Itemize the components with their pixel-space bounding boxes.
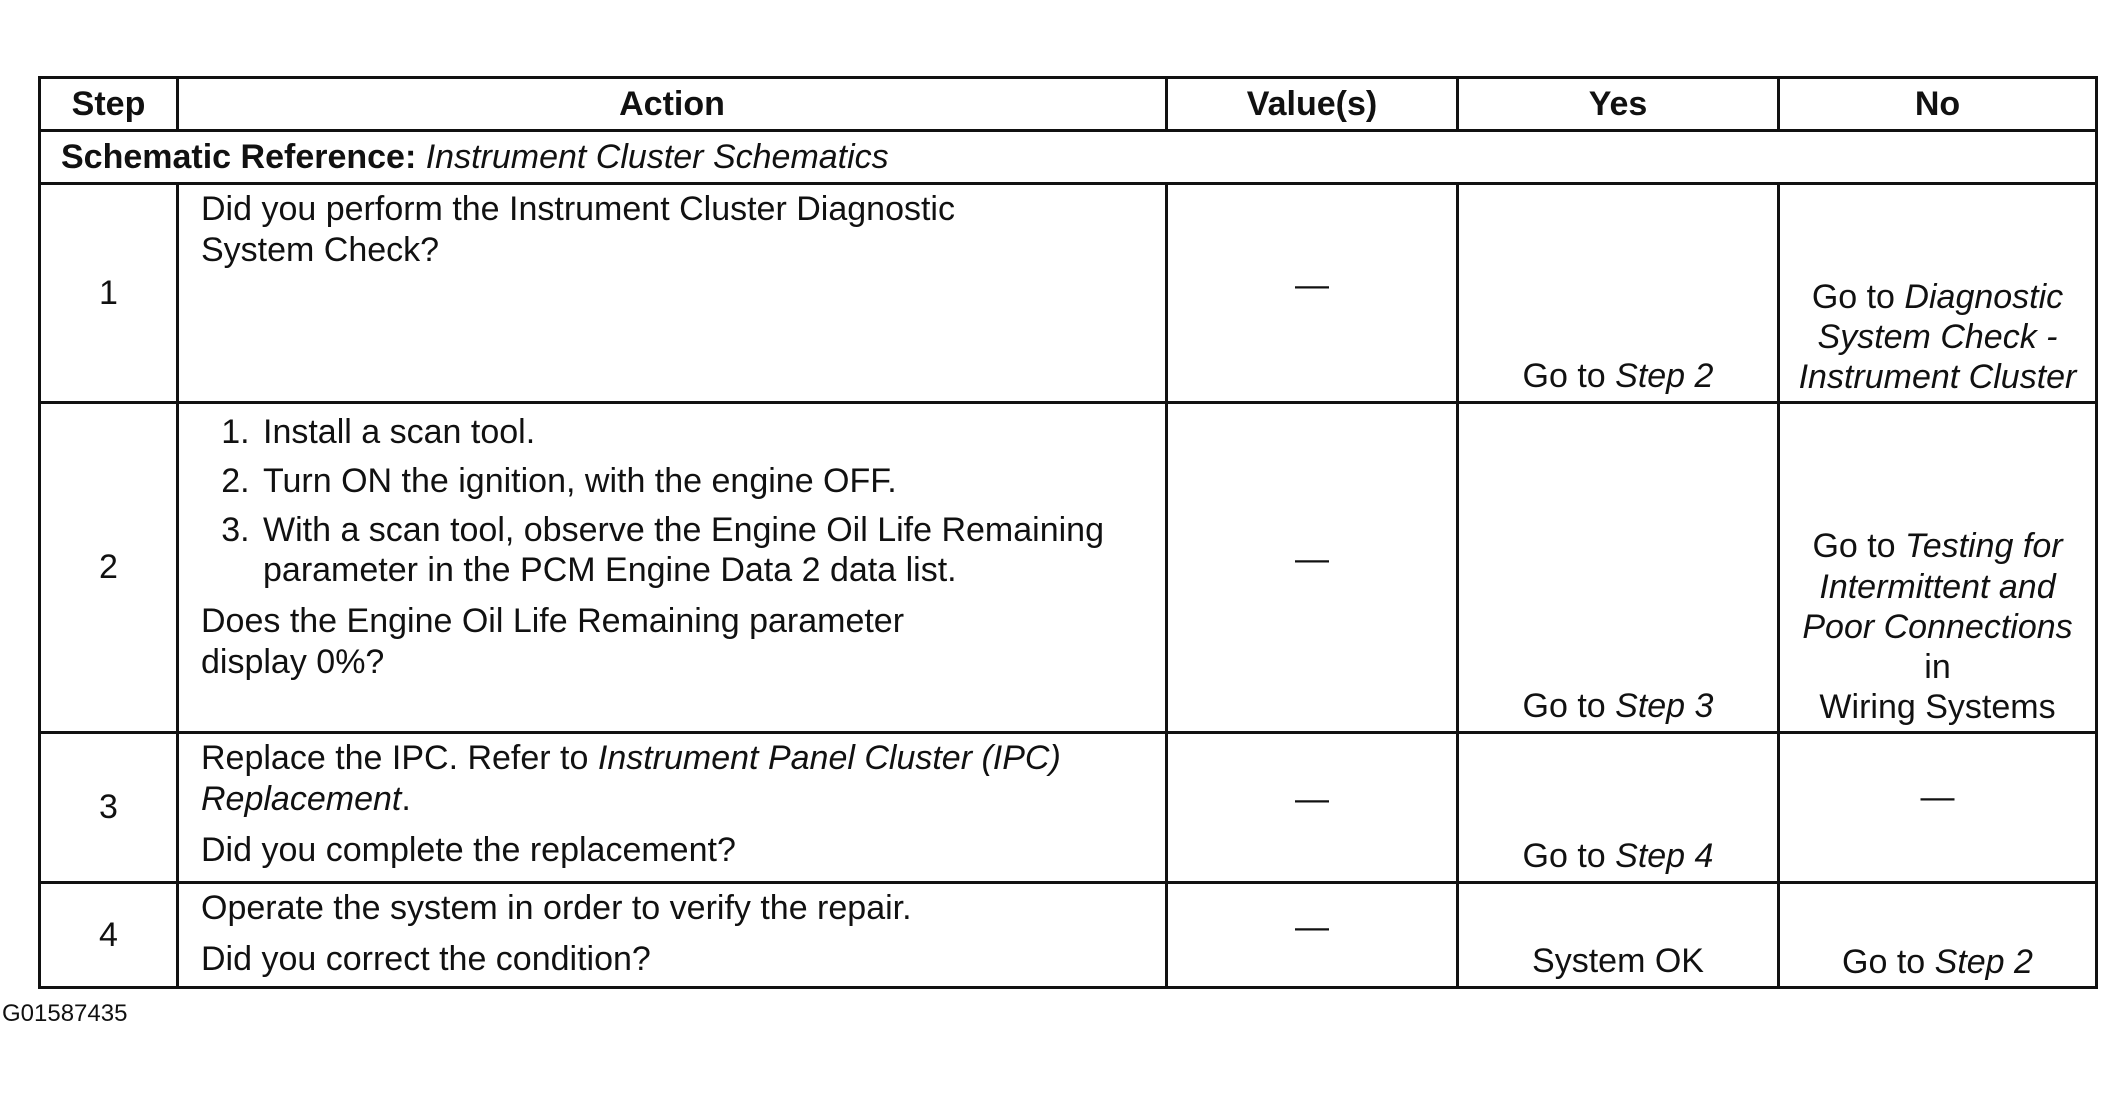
action-link-ipc-replacement[interactable]: Instrument Panel Cluster (IPC) Replacement — [201, 739, 1061, 818]
action-steps-list — [201, 412, 1149, 591]
action-suffix: . — [401, 779, 411, 818]
yes-link-step-2[interactable]: Step 2 — [1615, 357, 1714, 396]
action-text — [201, 738, 1149, 820]
yes-prefix: Go to — [1522, 837, 1616, 876]
no-suffix-wiring-systems: Wiring Systems — [1819, 687, 2056, 726]
header-yes: Yes — [1458, 78, 1779, 131]
header-step: Step — [40, 78, 178, 131]
no-prefix: Go to — [1812, 527, 1906, 566]
no-dash: — — [1920, 778, 1955, 817]
no-link-step-2[interactable]: Step 2 — [1934, 942, 2033, 981]
yes-link-step-3[interactable]: Step 3 — [1615, 687, 1714, 726]
value-cell — [1167, 883, 1458, 988]
step-number: 2 — [40, 403, 178, 733]
yes-cell — [1458, 184, 1779, 403]
no-cell — [1779, 184, 2097, 403]
no-cell — [1779, 883, 2097, 988]
table-row-step-4 — [40, 883, 2097, 988]
header-values: Value(s) — [1167, 78, 1458, 131]
schematic-label: Schematic Reference: — [61, 137, 417, 176]
header-no: No — [1779, 78, 2097, 131]
action-text: Did you perform the Instrument Cluster Diagnostic System Check? — [201, 190, 955, 269]
action-cell — [178, 733, 1167, 883]
value-dash: — — [1295, 265, 1329, 304]
yes-prefix: Go to — [1522, 687, 1616, 726]
list-item: 1. Install a scan tool. — [259, 412, 1149, 453]
value-dash: — — [1295, 780, 1329, 819]
action-question: Did you complete the replacement? — [201, 830, 736, 869]
action-text: Operate the system in order to verify the repair. — [201, 889, 912, 927]
schematic-reference — [40, 131, 2097, 184]
action-question: Did you correct the condition? — [201, 939, 651, 978]
action-prefix: Replace the IPC. Refer to — [201, 739, 598, 777]
no-suffix-in: in — [1924, 647, 1951, 686]
value-cell — [1167, 733, 1458, 883]
no-link-diagnostic-system-check[interactable]: Diagnostic System Check - Instrument Cluster — [1798, 277, 2077, 396]
header-row — [40, 78, 2097, 131]
diagnostic-table — [38, 76, 2098, 989]
action-cell — [178, 403, 1167, 733]
no-prefix: Go to — [1811, 277, 1905, 316]
action-cell — [178, 184, 1167, 403]
yes-link-step-4[interactable]: Step 4 — [1615, 837, 1714, 876]
no-link-testing-intermittent[interactable]: Testing for Intermittent and Poor Connections — [1802, 527, 2073, 646]
list-item: 3. With a scan tool, observe the Engine Oil Life Remaining parameter in the PCM Engine Data 2 data list. — [259, 510, 1149, 592]
value-cell — [1167, 184, 1458, 403]
figure-id: G01587435 — [2, 1000, 128, 1027]
yes-prefix: Go to — [1522, 357, 1616, 396]
yes-system-ok: System OK — [1532, 942, 1704, 981]
no-prefix: Go to — [1842, 942, 1935, 981]
value-dash: — — [1295, 540, 1329, 579]
schematic-row — [40, 131, 2097, 184]
action-question: Does the Engine Oil Life Remaining parameter display 0%? — [201, 602, 905, 681]
header-action: Action — [178, 78, 1167, 131]
list-item: 2. Turn ON the ignition, with the engine OFF. — [259, 461, 1149, 502]
value-dash: — — [1295, 907, 1329, 946]
no-cell — [1779, 403, 2097, 733]
no-cell — [1779, 733, 2097, 883]
table-row-step-2 — [40, 403, 2097, 733]
yes-cell — [1458, 883, 1779, 988]
step-number: 4 — [40, 883, 178, 988]
step-number: 1 — [40, 184, 178, 403]
schematic-link[interactable]: Instrument Cluster Schematics — [425, 137, 889, 176]
value-cell — [1167, 403, 1458, 733]
table-row-step-3 — [40, 733, 2097, 883]
action-cell — [178, 883, 1167, 988]
step-number: 3 — [40, 733, 178, 883]
yes-cell — [1458, 403, 1779, 733]
yes-cell — [1458, 733, 1779, 883]
table-row-step-1 — [40, 184, 2097, 403]
